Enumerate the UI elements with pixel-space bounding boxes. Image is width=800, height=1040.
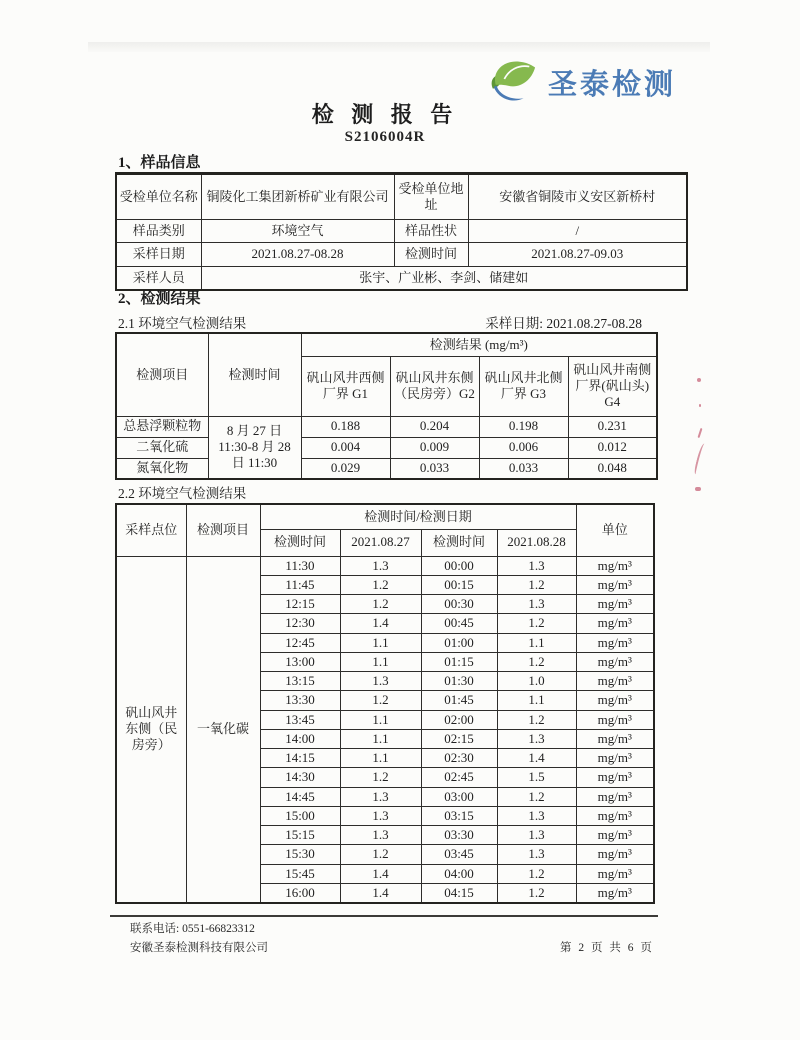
value-unit-addr: 安徽省铜陵市义安区新桥村 (468, 174, 687, 220)
red-mark (697, 378, 701, 382)
col-header-time-date: 检测时间/检测日期 (260, 504, 576, 529)
value-cell: 1.2 (340, 575, 421, 594)
time-cell: 13:45 (260, 710, 340, 729)
scan-artifact (88, 42, 710, 52)
value-cell: 1.2 (497, 883, 576, 903)
logo-text: 圣泰检测 (548, 69, 677, 101)
hourly-co-table (115, 503, 655, 904)
col-header-point-g2: 矾山风井东侧（民房旁）G2 (390, 356, 479, 416)
value-cell: 1.4 (340, 864, 421, 883)
red-mark (698, 428, 703, 438)
col-header-point-g3: 矾山风井北侧厂界 G3 (479, 356, 568, 416)
value-cell: 1.1 (340, 749, 421, 768)
section-2-1-heading: 2.1 环境空气检测结果 (118, 316, 247, 331)
value-cell: 1.1 (340, 652, 421, 671)
value-cell: 1.3 (340, 806, 421, 825)
time-cell: 01:00 (421, 633, 497, 652)
col-header-test-item: 检测项目 (186, 504, 260, 556)
value-cell: 1.2 (340, 595, 421, 614)
time-cell: 01:30 (421, 672, 497, 691)
time-cell: 15:00 (260, 806, 340, 825)
table-row (116, 174, 687, 220)
time-cell: 14:15 (260, 749, 340, 768)
value-cell: 1.3 (340, 826, 421, 845)
footer-page-number: 第 2 页 共 6 页 (560, 942, 654, 954)
col-header-results: 检测结果 (mg/m³) (301, 333, 657, 356)
unit-cell: mg/m³ (576, 710, 654, 729)
value-cell: 1.2 (340, 768, 421, 787)
value-cell: 0.033 (390, 458, 479, 479)
sampling-point-cell: 矾山风井东侧（民房旁） (116, 556, 186, 903)
red-mark (699, 404, 701, 407)
time-cell: 03:00 (421, 787, 497, 806)
value-cell: 0.033 (479, 458, 568, 479)
time-cell: 12:15 (260, 595, 340, 614)
table-row (116, 220, 687, 243)
unit-cell: mg/m³ (576, 806, 654, 825)
time-cell: 14:00 (260, 729, 340, 748)
value-cell: 1.1 (497, 691, 576, 710)
footer-divider (110, 915, 658, 917)
time-cell: 03:30 (421, 826, 497, 845)
value-cell: 1.1 (340, 729, 421, 748)
unit-cell: mg/m³ (576, 845, 654, 864)
time-cell: 01:15 (421, 652, 497, 671)
value-cell: 1.3 (497, 806, 576, 825)
red-mark (695, 487, 701, 491)
value-cell: 0.048 (568, 458, 657, 479)
col-header-test-time: 检测时间 (208, 333, 301, 416)
sub-header-time-1: 检测时间 (260, 529, 340, 556)
col-header-test-item: 检测项目 (116, 333, 208, 416)
label-unit-name: 受检单位名称 (116, 174, 201, 220)
test-time-range-cell: 8 月 27 日 11:30-8 月 28 日 11:30 (208, 416, 301, 479)
unit-cell: mg/m³ (576, 729, 654, 748)
unit-cell: mg/m³ (576, 595, 654, 614)
time-cell: 14:45 (260, 787, 340, 806)
unit-cell: mg/m³ (576, 633, 654, 652)
red-mark (693, 443, 707, 476)
value-cell: 1.2 (340, 845, 421, 864)
value-cell: 1.1 (340, 710, 421, 729)
unit-cell: mg/m³ (576, 691, 654, 710)
table-row (116, 458, 657, 479)
footer-company: 安徽圣泰检测科技有限公司 (130, 942, 268, 954)
unit-cell: mg/m³ (576, 826, 654, 845)
table-row (116, 416, 657, 437)
unit-cell: mg/m³ (576, 787, 654, 806)
value-cell: 0.009 (390, 437, 479, 458)
table-row (116, 556, 654, 575)
value-cell: 1.2 (497, 710, 576, 729)
table-row (116, 267, 687, 290)
value-cell: 1.4 (340, 883, 421, 903)
value-cell: 0.006 (479, 437, 568, 458)
value-cell: 1.4 (497, 749, 576, 768)
value-cell: 1.3 (497, 556, 576, 575)
table-header-row (116, 504, 654, 529)
unit-cell: mg/m³ (576, 556, 654, 575)
label-sampling-date: 采样日期 (116, 243, 201, 267)
value-cell: 0.012 (568, 437, 657, 458)
value-cell: 1.3 (497, 845, 576, 864)
col-header-point-g1: 矾山风井西侧厂界 G1 (301, 356, 390, 416)
time-cell: 11:30 (260, 556, 340, 575)
value-test-time: 2021.08.27-09.03 (468, 243, 687, 267)
value-cell: 1.2 (340, 691, 421, 710)
value-cell: 1.2 (497, 787, 576, 806)
value-cell: 1.4 (340, 614, 421, 633)
unit-cell: mg/m³ (576, 614, 654, 633)
value-cell: 1.2 (497, 652, 576, 671)
table-row (116, 437, 657, 458)
sample-info-table (115, 172, 688, 291)
unit-cell: mg/m³ (576, 652, 654, 671)
value-sampling-date: 2021.08.27-08.28 (201, 243, 394, 267)
value-cell: 1.3 (497, 595, 576, 614)
time-cell: 11:45 (260, 575, 340, 594)
sub-header-date-2: 2021.08.28 (497, 529, 576, 556)
col-header-unit: 单位 (576, 504, 654, 556)
value-cell: 1.3 (340, 672, 421, 691)
value-cell: 1.2 (497, 864, 576, 883)
col-header-point-g4: 矾山风井南侧厂界(矾山头) G4 (568, 356, 657, 416)
value-cell: 0.198 (479, 416, 568, 437)
section-1-heading: 1、样品信息 (118, 155, 201, 171)
label-samplers: 采样人员 (116, 267, 201, 290)
label-unit-addr: 受检单位地址 (394, 174, 468, 220)
value-cell: 0.204 (390, 416, 479, 437)
sampling-date-note: 采样日期: 2021.08.27-08.28 (485, 316, 642, 331)
unit-cell: mg/m³ (576, 883, 654, 903)
sub-header-date-1: 2021.08.27 (340, 529, 421, 556)
time-cell: 16:00 (260, 883, 340, 903)
label-test-time: 检测时间 (394, 243, 468, 267)
label-sample-character: 样品性状 (394, 220, 468, 243)
time-cell: 13:15 (260, 672, 340, 691)
air-results-table (115, 332, 658, 480)
document-title: 检 测 报 告 (311, 102, 459, 127)
unit-cell: mg/m³ (576, 749, 654, 768)
time-cell: 12:45 (260, 633, 340, 652)
footer-phone: 联系电话: 0551-66823312 (130, 923, 255, 935)
value-samplers: 张宇、广业彬、李剑、储建如 (201, 267, 687, 290)
time-cell: 13:30 (260, 691, 340, 710)
time-cell: 00:00 (421, 556, 497, 575)
value-sample-character: / (468, 220, 687, 243)
time-cell: 13:00 (260, 652, 340, 671)
value-cell: 1.3 (340, 787, 421, 806)
time-cell: 02:00 (421, 710, 497, 729)
value-cell: 0.029 (301, 458, 390, 479)
table-header-row (116, 333, 657, 356)
sub-header-time-2: 检测时间 (421, 529, 497, 556)
value-cell: 1.3 (497, 729, 576, 748)
time-cell: 00:45 (421, 614, 497, 633)
col-header-sampling-point: 采样点位 (116, 504, 186, 556)
value-cell: 1.2 (497, 614, 576, 633)
time-cell: 15:30 (260, 845, 340, 864)
value-cell: 1.3 (340, 556, 421, 575)
time-cell: 15:15 (260, 826, 340, 845)
time-cell: 03:15 (421, 806, 497, 825)
value-unit-name: 铜陵化工集团新桥矿业有限公司 (201, 174, 394, 220)
test-item-cell: 氮氧化物 (116, 458, 208, 479)
value-cell: 1.5 (497, 768, 576, 787)
report-number: S2106004R (344, 129, 426, 145)
time-cell: 02:45 (421, 768, 497, 787)
unit-cell: mg/m³ (576, 768, 654, 787)
time-cell: 02:30 (421, 749, 497, 768)
value-cell: 1.2 (497, 575, 576, 594)
time-cell: 01:45 (421, 691, 497, 710)
value-cell: 1.3 (497, 826, 576, 845)
value-cell: 0.188 (301, 416, 390, 437)
time-cell: 14:30 (260, 768, 340, 787)
time-cell: 00:30 (421, 595, 497, 614)
test-item-cell: 二氧化硫 (116, 437, 208, 458)
time-cell: 04:15 (421, 883, 497, 903)
value-sample-category: 环境空气 (201, 220, 394, 243)
time-cell: 12:30 (260, 614, 340, 633)
value-cell: 1.0 (497, 672, 576, 691)
value-cell: 0.231 (568, 416, 657, 437)
unit-cell: mg/m³ (576, 672, 654, 691)
unit-cell: mg/m³ (576, 864, 654, 883)
table-row (116, 243, 687, 267)
time-cell: 04:00 (421, 864, 497, 883)
value-cell: 1.1 (340, 633, 421, 652)
time-cell: 15:45 (260, 864, 340, 883)
value-cell: 0.004 (301, 437, 390, 458)
test-item-cell: 总悬浮颗粒物 (116, 416, 208, 437)
section-2-2-heading: 2.2 环境空气检测结果 (118, 486, 247, 501)
test-item-cell: 一氧化碳 (186, 556, 260, 903)
unit-cell: mg/m³ (576, 575, 654, 594)
section-2-heading: 2、检测结果 (118, 291, 201, 307)
label-sample-category: 样品类别 (116, 220, 201, 243)
time-cell: 02:15 (421, 729, 497, 748)
time-cell: 00:15 (421, 575, 497, 594)
time-cell: 03:45 (421, 845, 497, 864)
value-cell: 1.1 (497, 633, 576, 652)
